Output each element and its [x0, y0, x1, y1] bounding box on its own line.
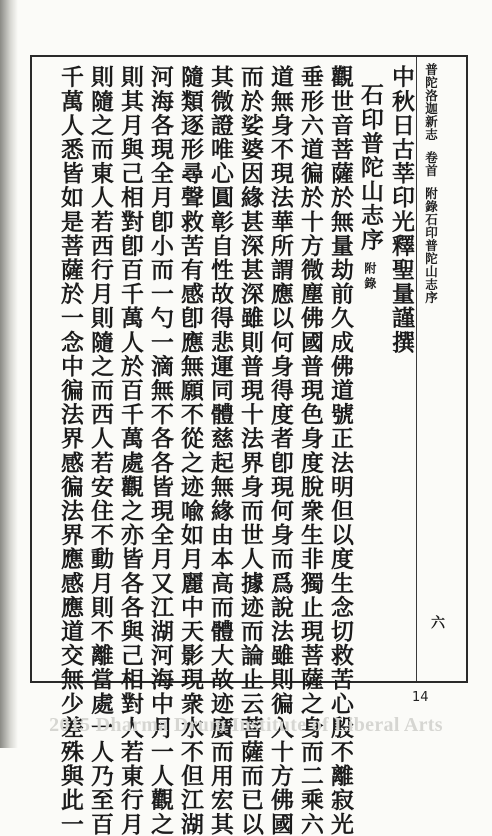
section-label: 附錄石印普陀山志序 — [423, 187, 439, 304]
text-column: 觀世音菩薩於無量劫前久成佛道號正法明但以度生念切救苦心殷不離寂光 — [326, 65, 354, 836]
volume-label: 卷首 — [423, 151, 439, 177]
text-column: 千萬人悉皆如是菩薩於一念中徧法界感徧法界應感應道交無少差殊與此一 — [56, 65, 84, 836]
text-column: 其微證唯心圓彰自性故得悲運同體慈起無緣由本高而體大故迹廣而用宏其 — [206, 65, 234, 836]
text-column: 道無身不現法華所謂應以何身得度者卽現何身而爲說法雖則徧入十方佛國 — [266, 65, 294, 836]
author-line: 中秋日古莘印光釋聖量謹撰 — [387, 65, 415, 355]
page-number: 14 — [412, 690, 429, 705]
text-column: 而於娑婆因緣甚深甚深雖則普現十法界身而世人據迹而論止云菩薩而已以 — [236, 65, 264, 836]
text-column: 隨類逐形尋聲救苦有感卽應無願不從之迹喩如月麗中天影現衆水不但江湖 — [176, 65, 204, 836]
fold-number: 六 — [429, 615, 445, 629]
book-title: 普陀洛迦新志 — [423, 63, 439, 141]
margin-rule — [416, 57, 417, 681]
watermark: 2015 Dharma Drum Institute of Liberal Arts — [49, 714, 443, 736]
text-column: 則隨之而東人若西行月則隨之而西人若安住不動月則不離當處一人乃至百 — [86, 65, 114, 836]
text-column: 則其月與己相對卽百千萬人於百千萬處觀之亦皆各各與己相對人若東行月 — [116, 65, 144, 836]
appendix-mark: 附錄 — [362, 261, 377, 292]
binding-shadow — [0, 0, 18, 748]
text-column: 垂形六道徧於十方微塵佛國普現色身度脫衆生非獨止現菩薩之身而二乘六 — [296, 65, 324, 836]
text-column: 河海各現全月卽小而一勺一滴無不各各皆現全月又江湖河海中月一人觀之 — [146, 65, 174, 836]
preface-title-text: 石印普陀山志序 — [356, 83, 384, 252]
running-header — [424, 63, 437, 304]
preface-title — [356, 83, 384, 292]
